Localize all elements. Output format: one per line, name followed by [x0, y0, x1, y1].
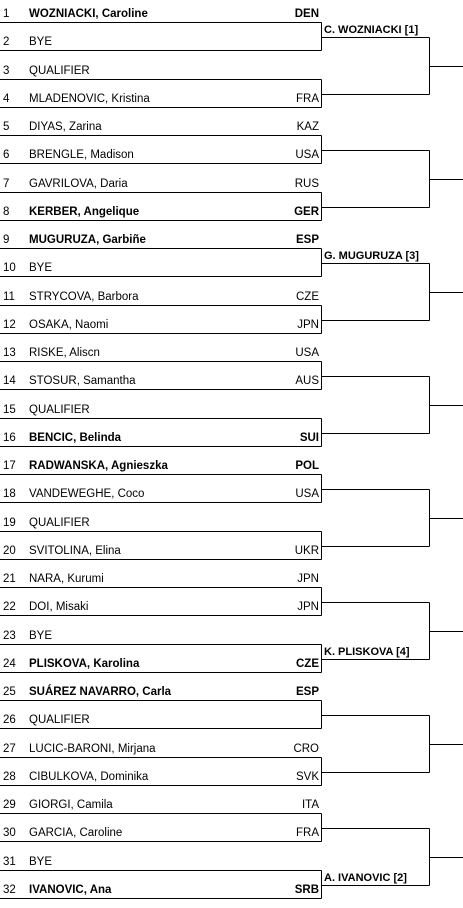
player-name: QUALIFIER: [29, 65, 90, 77]
draw-position: 16: [3, 432, 16, 444]
player-country: USA: [295, 488, 319, 500]
round-winner: C. WOZNIACKI [1]: [324, 23, 419, 36]
player-country: SVK: [295, 771, 319, 783]
player-country: DEN: [294, 8, 319, 20]
player-country: ESP: [295, 686, 319, 698]
draw-position: 3: [3, 65, 10, 77]
player-name: BYE: [29, 856, 53, 868]
player-row: [0, 593, 321, 615]
player-row: [0, 198, 321, 220]
draw-position: 15: [3, 404, 16, 416]
player-row: [0, 311, 321, 333]
player-name: QUALIFIER: [29, 714, 90, 726]
draw-position: 1: [3, 8, 10, 20]
player-row: [0, 28, 321, 50]
player-name: BYE: [29, 36, 53, 48]
player-row: [0, 876, 321, 898]
draw-position: 27: [3, 743, 16, 755]
player-row: [0, 848, 321, 870]
draw-position: 26: [3, 714, 16, 726]
draw-position: 23: [3, 630, 16, 642]
draw-position: 28: [3, 771, 16, 783]
player-row: [0, 283, 321, 305]
player-name: MLADENOVIC, Kristina: [29, 93, 150, 105]
draw-position: 13: [3, 347, 16, 359]
player-row: [0, 480, 321, 502]
player-name: GIORGI, Camila: [29, 799, 113, 811]
player-name: BYE: [29, 262, 53, 274]
draw-position: 17: [3, 460, 16, 472]
player-country: CZE: [296, 658, 319, 670]
player-row: [0, 706, 321, 728]
draw-position: 5: [3, 121, 10, 133]
player-row: [0, 819, 321, 841]
draw-position: 11: [3, 291, 15, 303]
round-winner: G. MUGURUZA [3]: [324, 249, 419, 262]
round-winner: A. IVANOVIC [2]: [324, 871, 407, 884]
player-name: OSAKA, Naomi: [29, 319, 109, 331]
player-row: [0, 254, 321, 276]
draw-position: 7: [3, 178, 10, 190]
player-row: [0, 622, 321, 644]
player-name: RISKE, Aliscn: [29, 347, 100, 359]
draw-position: 22: [3, 601, 16, 613]
player-name: STOSUR, Samantha: [29, 375, 136, 387]
player-name: VANDEWEGHE, Coco: [29, 488, 145, 500]
player-name: LUCIC-BARONI, Mirjana: [29, 743, 156, 755]
player-name: WOZNIACKI, Caroline: [29, 8, 148, 20]
player-row: [0, 396, 321, 418]
player-name: PLISKOVA, Karolina: [29, 658, 140, 670]
player-name: STRYCOVA, Barbora: [29, 291, 139, 303]
draw-position: 12: [3, 319, 16, 331]
player-name: MUGURUZA, Garbiñe: [29, 234, 146, 246]
player-name: SUÁREZ NAVARRO, Carla: [29, 686, 172, 698]
player-country: RUS: [294, 178, 319, 190]
player-country: POL: [295, 460, 319, 472]
player-country: KAZ: [296, 121, 319, 133]
player-name: DOI, Misaki: [29, 601, 89, 613]
player-row: [0, 509, 321, 531]
player-country: USA: [295, 149, 319, 161]
player-country: ESP: [295, 234, 319, 246]
draw-position: 2: [3, 36, 10, 48]
player-name: NARA, Kurumi: [29, 573, 104, 585]
player-country: GER: [294, 206, 319, 218]
player-row: [0, 113, 321, 135]
player-country: SRB: [294, 884, 319, 896]
player-row: [0, 424, 321, 446]
player-name: BYE: [29, 630, 53, 642]
player-country: CRO: [293, 743, 319, 755]
draw-position: 31: [3, 856, 16, 868]
player-country: CZE: [296, 291, 319, 303]
player-row: [0, 170, 321, 192]
player-name: BENCIC, Belinda: [29, 432, 122, 444]
player-country: SUI: [299, 432, 319, 444]
draw-position: 9: [3, 234, 10, 246]
player-country: JPN: [297, 319, 319, 331]
player-country: AUS: [295, 375, 319, 387]
player-country: FRA: [296, 93, 319, 105]
draw-position: 24: [3, 658, 16, 670]
round-winner: K. PLISKOVA [4]: [324, 645, 410, 658]
player-name: GAVRILOVA, Daria: [29, 178, 128, 190]
draw-position: 10: [3, 262, 16, 274]
player-country: JPN: [297, 601, 319, 613]
player-row: [0, 0, 321, 22]
player-country: JPN: [297, 573, 319, 585]
player-row: [0, 367, 321, 389]
player-name: DIYAS, Zarina: [29, 121, 102, 133]
player-row: [0, 763, 321, 785]
draw-position: 6: [3, 149, 10, 161]
draw-position: 18: [3, 488, 16, 500]
player-country: UKR: [294, 545, 319, 557]
player-name: KERBER, Angelique: [29, 206, 140, 218]
draw-position: 25: [3, 686, 16, 698]
player-row: [0, 339, 321, 361]
draw-position: 19: [3, 517, 16, 529]
draw-position: 8: [3, 206, 10, 218]
player-row: [0, 57, 321, 79]
player-row: [0, 141, 321, 163]
player-row: [0, 565, 321, 587]
player-row: [0, 650, 321, 672]
player-name: QUALIFIER: [29, 517, 90, 529]
player-name: CIBULKOVA, Dominika: [29, 771, 149, 783]
player-name: RADWANSKA, Agnieszka: [29, 460, 168, 472]
draw-position: 30: [3, 827, 16, 839]
player-row: [0, 537, 321, 559]
player-country: ITA: [301, 799, 319, 811]
player-name: BRENGLE, Madison: [29, 149, 134, 161]
draw-position: 20: [3, 545, 16, 557]
player-row: [0, 85, 321, 107]
player-row: [0, 735, 321, 757]
player-row: [0, 226, 321, 248]
draw-position: 14: [3, 375, 16, 387]
player-name: SVITOLINA, Elina: [29, 545, 121, 557]
player-row: [0, 791, 321, 813]
player-country: USA: [295, 347, 319, 359]
player-name: IVANOVIC, Ana: [29, 884, 112, 896]
player-name: GARCIA, Caroline: [29, 827, 123, 839]
draw-position: 21: [3, 573, 16, 585]
player-row: [0, 678, 321, 700]
player-country: FRA: [296, 827, 319, 839]
draw-position: 4: [3, 93, 10, 105]
draw-position: 32: [3, 884, 16, 896]
draw-position: 29: [3, 799, 16, 811]
player-row: [0, 452, 321, 474]
player-name: QUALIFIER: [29, 404, 90, 416]
